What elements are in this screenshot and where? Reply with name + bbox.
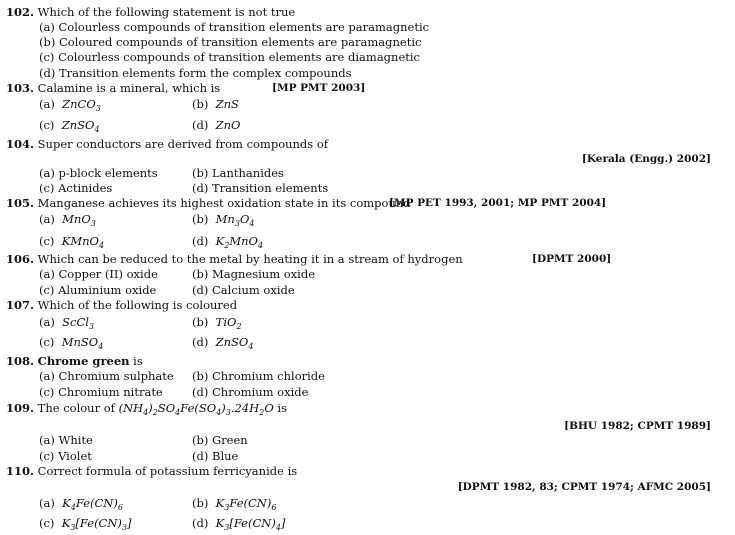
formula-ammonium-iron-sulphate: $(NH_4)_2SO_4Fe(SO_4)_3.24H_2O$: [118, 401, 274, 417]
option-a: (a) Copper (II) oxide: [39, 267, 158, 281]
option-d: (d) ZnSO$_4$: [192, 335, 254, 351]
option-b: (b) ZnS: [192, 97, 239, 111]
option-d: (d) Blue: [192, 449, 239, 463]
option-b: (b) TiO$_2$: [192, 315, 242, 331]
option-c: (c) Aluminium oxide: [39, 283, 157, 297]
option-b: (b) Lanthanides: [192, 166, 284, 180]
option-a: (a) Chromium sulphate: [39, 369, 174, 383]
source-citation: [DPMT 2000]: [532, 253, 612, 265]
formula-znco3: ZnCO$_3$: [62, 97, 101, 113]
option-b: (b) Magnesium oxide: [192, 267, 316, 281]
option-c: (c) Actinides: [39, 181, 113, 195]
source-citation: [MP PET 1993, 2001; MP PMT 2004]: [389, 197, 607, 209]
option-c: (c) Colourless compounds of transition elements are diamagnetic: [39, 50, 420, 64]
option-a: (a) ZnCO$_3$: [39, 97, 101, 113]
source-citation: [DPMT 1982, 83; CPMT 1974; AFMC 2005]: [457, 481, 711, 493]
option-d: (d) Chromium oxide: [192, 385, 309, 399]
option-c: (c) KMnO$_4$: [39, 234, 105, 250]
option-b: (b) Chromium chloride: [192, 369, 325, 383]
question-105: 105. Manganese achieves its highest oxidation state in its compound: [6, 196, 411, 210]
question-106: 106. Which can be reduced to the metal by heating it in a stream of hydrogen: [6, 252, 463, 266]
source-citation: [BHU 1982; CPMT 1989]: [564, 420, 711, 432]
option-d: (d) $K_2MnO_4$: [192, 234, 264, 250]
option-c: (c) $K_3[Fe(CN)_3]$: [39, 516, 132, 532]
option-b: (b) $K_3Fe(CN)_6$: [192, 496, 277, 512]
question-110: 110. Correct formula of potassium ferricyanide is: [6, 464, 298, 478]
question-104: 104. Super conductors are derived from compounds of: [6, 137, 329, 151]
option-d: (d) Calcium oxide: [192, 283, 295, 297]
question-109: 109. The colour of $(NH_4)_2SO_4Fe(SO_4)_3.24H_2O$ is: [6, 401, 287, 417]
option-a: (a) Colourless compounds of transition elements are paramagnetic: [39, 20, 430, 34]
question-number: 102.: [6, 5, 35, 19]
question-text: Which of the following statement is not true: [37, 5, 296, 19]
option-c: (c) Chromium nitrate: [39, 385, 163, 399]
option-a: (a) White: [39, 433, 93, 447]
option-d: (d) ZnO: [192, 118, 241, 132]
option-a: (a) p-block elements: [39, 166, 158, 180]
option-d: (d) Transition elements: [192, 181, 329, 195]
option-d: (d) $K_3[Fe(CN)_4]$: [192, 516, 286, 532]
option-a: (a) ScCl$_3$: [39, 315, 95, 331]
question-108: 108. Chrome green is: [6, 354, 143, 368]
option-c: (c) MnSO$_4$: [39, 335, 104, 351]
option-b: (b) Coloured compounds of transition elements are paramagnetic: [39, 35, 422, 49]
option-a: (a) $K_4Fe(CN)_6$: [39, 496, 123, 512]
source-citation: [MP PMT 2003]: [272, 82, 366, 94]
option-d: (d) Transition elements form the complex compounds: [39, 66, 352, 80]
question-107: 107. Which of the following is coloured: [6, 298, 238, 312]
option-b: (b) $Mn_3O_4$: [192, 212, 255, 228]
source-citation: [Kerala (Engg.) 2002]: [581, 153, 711, 165]
question-102: [6, 5, 295, 19]
option-b: (b) Green: [192, 433, 248, 447]
option-c: (c) Violet: [39, 449, 92, 463]
option-c: (c) ZnSO$_4$: [39, 118, 100, 134]
option-a: (a) MnO$_3$: [39, 212, 96, 228]
question-103: 103. Calamine is a mineral, which is: [6, 81, 221, 95]
